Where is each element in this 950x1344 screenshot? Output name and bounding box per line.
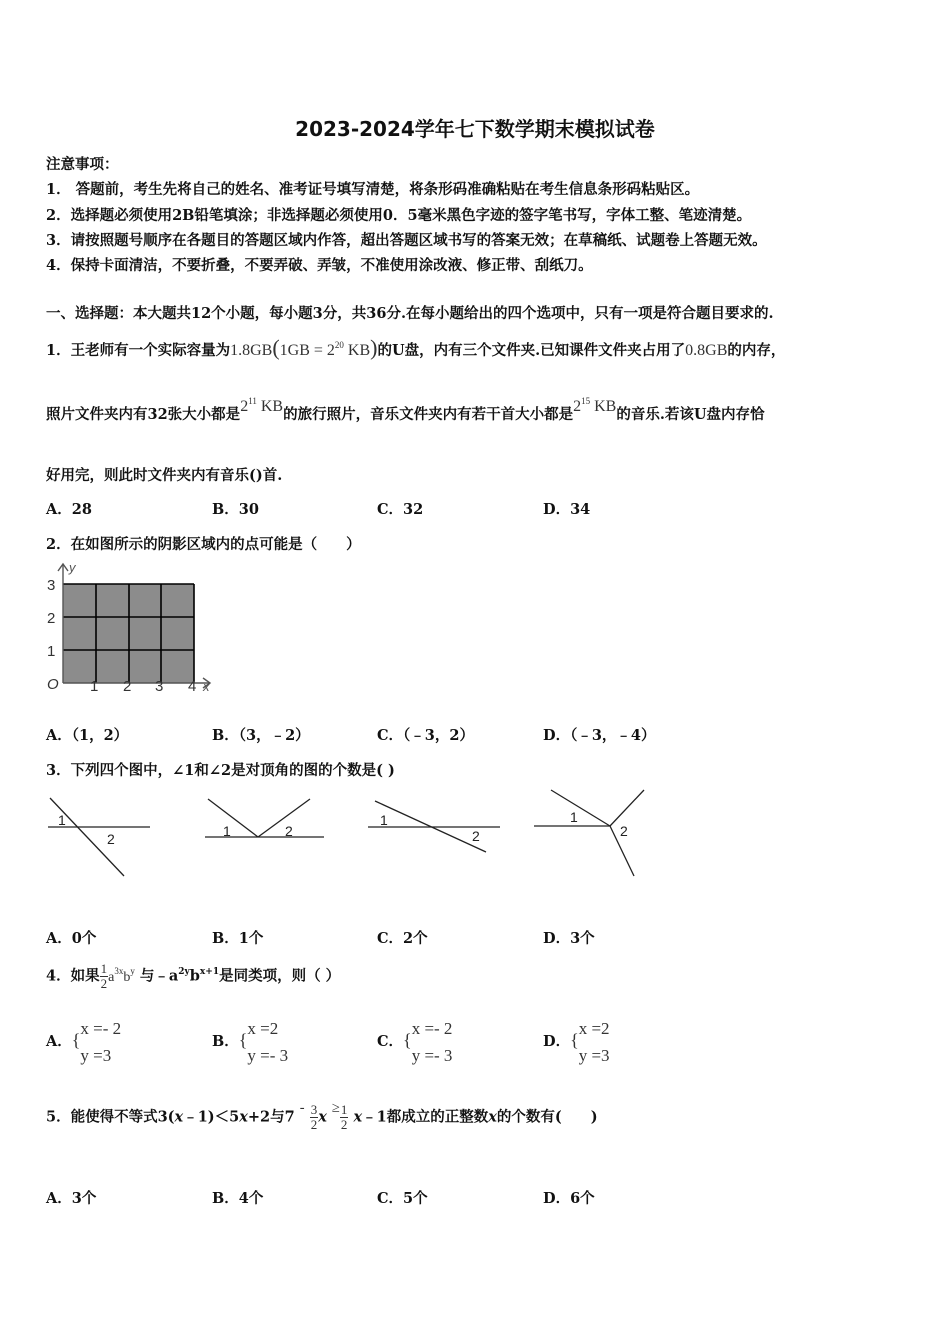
q1-text: 1．王老师有一个实际容量为 bbox=[46, 342, 231, 359]
q3-figure-1 bbox=[48, 798, 150, 876]
q2-x-tick: 1 bbox=[90, 678, 99, 695]
q3-angle-label: 2 bbox=[285, 823, 293, 839]
notice-item: 3．请按照题号顺序在各题目的答题区域内作答，超出答题区域书写的答案无效；在草稿纸、试题卷上答题无效。 bbox=[46, 232, 767, 249]
q2-y-tick: 1 bbox=[47, 643, 56, 660]
q3-angle-label: 1 bbox=[380, 812, 388, 828]
q5-option-a[interactable]: A．3个 bbox=[46, 1190, 97, 1207]
q4-option-a[interactable]: A．{ x =- 2 y =3 bbox=[46, 1019, 122, 1065]
q5-option-c[interactable]: C．5个 bbox=[377, 1190, 428, 1207]
q3-angle-label: 1 bbox=[58, 812, 66, 828]
q2-y-tick: 2 bbox=[47, 610, 56, 627]
page-title: 2023-2024学年七下数学期末模拟试卷 bbox=[295, 117, 655, 141]
q2-x-axis-label: x bbox=[203, 679, 210, 694]
question-1-line-3: 好用完，则此时文件夹内有音乐()首. bbox=[46, 467, 283, 484]
q1-math-music-size: $2^{15}$ KB bbox=[573, 396, 617, 415]
notice-item: 4．保持卡面清洁，不要折叠，不要弄破、弄皱，不准使用涂改液、修正带、刮纸刀。 bbox=[46, 257, 593, 274]
q4-term: $a^{3x}b^y$ bbox=[108, 965, 135, 985]
q3-angle-label: 1 bbox=[223, 823, 231, 839]
q1-text: 的U盘，内有三个文件夹.已知课件文件夹占用了 bbox=[377, 342, 686, 359]
q3-option-a[interactable]: A．0个 bbox=[46, 930, 97, 947]
q1-math-capacity: $1.8GB(1GB = 2^{20}$ KB) bbox=[230, 335, 378, 360]
q1-option-d[interactable]: D．34 bbox=[543, 501, 591, 518]
section-heading: 一、选择题：本大题共12个小题，每小题3分，共36分.在每小题给出的四个选项中，只有一项是符合题目要求的. bbox=[46, 305, 774, 322]
q4-option-c[interactable]: C．{ x =- 2 y =- 3 bbox=[377, 1019, 453, 1065]
q1-option-b[interactable]: B．30 bbox=[212, 501, 259, 518]
q2-option-d[interactable]: D．（﹣3，﹣4） bbox=[543, 727, 656, 744]
q3-angle-label: 2 bbox=[107, 831, 115, 847]
question-1-line-1 bbox=[46, 335, 785, 361]
question-3-stem: 3．下列四个图中，∠1和∠2是对顶角的图的个数是( ) bbox=[46, 762, 395, 779]
q3-angle-figures bbox=[40, 786, 660, 886]
q1-option-c[interactable]: C．32 bbox=[377, 501, 424, 518]
q5-fraction-2: $\frac{1}{2}$ bbox=[340, 1102, 348, 1132]
q3-angle-label: 2 bbox=[472, 828, 480, 844]
notice-heading: 注意事项： bbox=[46, 156, 119, 173]
q2-x-tick: 2 bbox=[123, 678, 132, 695]
q3-option-c[interactable]: C．2个 bbox=[377, 930, 428, 947]
q4-option-b[interactable]: B．{ x =2 y =- 3 bbox=[212, 1019, 289, 1065]
question-2-stem: 2．在如图所示的阴影区域内的点可能是（ ） bbox=[46, 536, 361, 553]
q5-option-d[interactable]: D．6个 bbox=[543, 1190, 595, 1207]
q2-option-b[interactable]: B．（3，﹣2） bbox=[212, 727, 310, 744]
notice-item: 1． 答题前，考生先将自己的姓名、准考证号填写清楚，将条形码准确粘贴在考生信息条形码粘贴区。 bbox=[46, 181, 700, 198]
q5-option-b[interactable]: B．4个 bbox=[212, 1190, 264, 1207]
q2-y-tick: 3 bbox=[47, 577, 56, 594]
q2-option-a[interactable]: A．（1，2） bbox=[46, 727, 129, 744]
q2-coordinate-graph bbox=[42, 560, 220, 696]
q3-angle-label: 1 bbox=[570, 809, 578, 825]
q2-origin-label: O bbox=[47, 676, 59, 693]
q3-option-d[interactable]: D．3个 bbox=[543, 930, 595, 947]
q2-y-axis-label: y bbox=[69, 560, 76, 575]
q4-option-d[interactable]: D．{ x =2 y =3 bbox=[543, 1019, 610, 1065]
q1-math-used: 0.8GB bbox=[685, 342, 728, 359]
notice-item: 2．选择题必须使用2B铅笔填涂；非选择题必须使用0．5毫米黑色字迹的签字笔书写，字体工整、笔迹清楚。 bbox=[46, 207, 752, 224]
q1-text: 的内存， bbox=[727, 342, 786, 359]
q3-angle-label: 2 bbox=[620, 823, 628, 839]
q1-math-photo-size: $2^{11}$ KB bbox=[240, 396, 284, 415]
question-4-stem: 4．如果 $\frac{1}{2}$ $a^{3x}b^y$ 与$﹣a^{2y}b^{x+1}$是同类项，则（ ） bbox=[46, 961, 341, 991]
q2-x-tick: 3 bbox=[155, 678, 164, 695]
q3-option-b[interactable]: B．1个 bbox=[212, 930, 264, 947]
q2-option-c[interactable]: C．（﹣3，2） bbox=[377, 727, 474, 744]
q3-figure-3 bbox=[368, 801, 500, 852]
question-1-line-2: 照片文件夹内有32张大小都是$2^{11}$ KB的旅行照片，音乐文件夹内有若干首大小都是$2^{15}$ KB的音乐.若该U盘内存恰 bbox=[46, 396, 765, 423]
q5-fraction-1: $\frac{3}{2}$ bbox=[310, 1102, 318, 1132]
q2-x-tick: 4 bbox=[188, 678, 197, 695]
question-5-stem: 5．能使得不等式3(x﹣1)＜5x+2与7 - $\frac{3}{2}$ x ≥ $\frac{1}{2}$ x﹣1都成立的正整数x的个数有( ) bbox=[46, 1099, 598, 1132]
q1-option-a[interactable]: A．28 bbox=[46, 501, 92, 518]
q4-fraction: $\frac{1}{2}$ bbox=[100, 961, 108, 991]
